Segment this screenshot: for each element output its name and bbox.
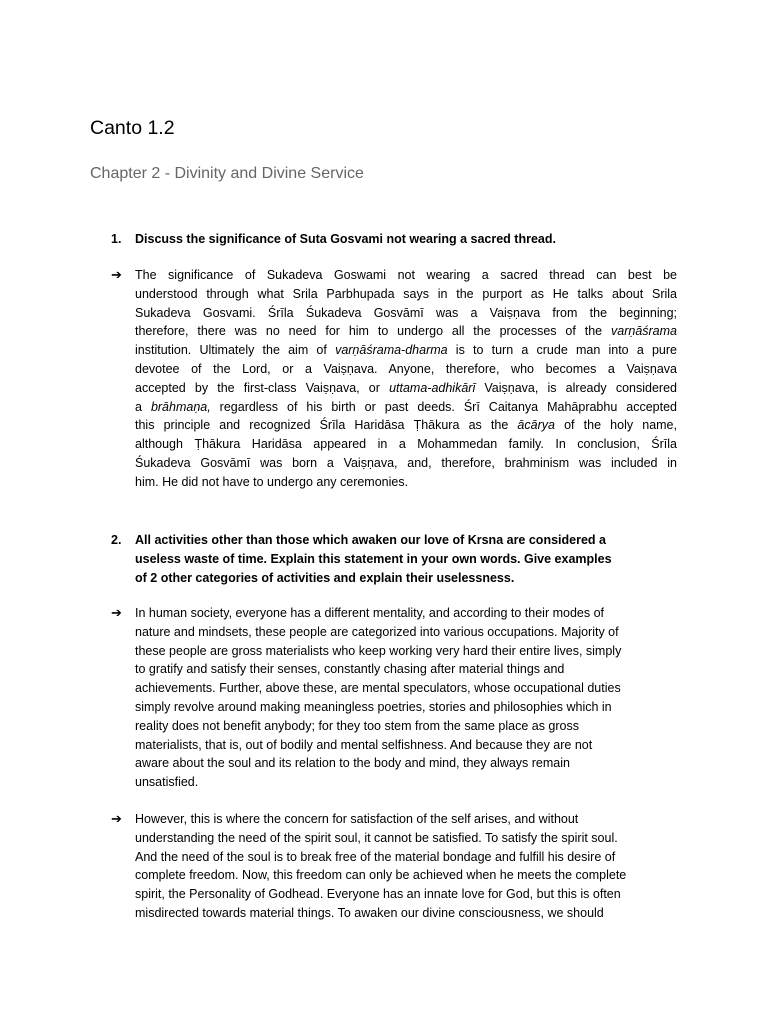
answer-2a-paragraph: [135, 604, 677, 792]
arrow-bullet-icon: ➔: [111, 267, 122, 282]
question-2-line: All activities other than those which awaken our love of Krsna are considered a: [135, 533, 606, 547]
arrow-bullet-icon: ➔: [111, 811, 122, 826]
question-2-line: of 2 other categories of activities and explain their uselessness.: [135, 570, 515, 585]
answer-2a-line: nature and mindsets, these people are categorized into various occupations. Majority of: [135, 624, 619, 639]
answer-2b-line: However, this is where the concern for satisfaction of the self arises, and without: [135, 812, 579, 826]
answer-1-line: Śukadeva Gosvāmī was born a Vaiṣṇava, and, therefore, brahminism was included in: [135, 455, 677, 470]
answer-2b-line: understanding the need of the spirit soul, it cannot be satisfied. To satisfy the spirit soul.: [135, 830, 618, 845]
answer-1-line: although Ṭhākura Haridāsa appeared in a Mohammedan family. In conclusion, Śrīla: [135, 437, 677, 452]
answer-2a-line: reality does not benefit anybody; for they too stem from the same place as gross: [135, 718, 579, 733]
answer-2a-line: In human society, everyone has a different mentality, and according to their modes of: [135, 606, 605, 620]
answer-1-line: Sukadeva Gosvami. Śrīla Śukadeva Gosvāmī was a Vaiṣṇava from the beginning;: [135, 305, 677, 320]
question-1-text: Discuss the significance of Suta Gosvami not wearing a sacred thread.: [135, 232, 556, 246]
answer-1-line: The significance of Sukadeva Goswami not wearing a sacred thread can best be: [135, 268, 677, 282]
answer-2b-line: And the need of the soul is to break free of the material bondage and fulfill his desire of: [135, 849, 616, 864]
question-2-number: 2.: [111, 533, 122, 547]
question-1-number: 1.: [111, 232, 122, 246]
answer-1-paragraph: [135, 266, 677, 492]
answer-2a-line: aware about the soul and its relation to the body and mind, they always remain: [135, 756, 570, 771]
answer-1-line: devotee of the Lord, or a Vaiṣṇava. Anyone, therefore, who becomes a Vaiṣṇava: [135, 361, 677, 376]
answer-1-line: understood through what Srila Parbhupada says in the purport as He talks about Srila: [135, 286, 677, 301]
answer-2a-line: simply revolve around making meaningless poetries, stories and philosophies which in: [135, 699, 612, 714]
arrow-bullet-icon: ➔: [111, 605, 122, 620]
answer-2b-line: misdirected towards material things. To awaken our divine consciousness, we should: [135, 905, 604, 920]
answer-2a-line: unsatisfied.: [135, 775, 199, 790]
chapter-subtitle: Chapter 2 - Divinity and Divine Service: [90, 165, 364, 182]
answer-2a-line: these people are gross materialists who keep working very hard their entire lives, simply: [135, 643, 622, 658]
answer-1-line: therefore, there was no need for him to undergo all the processes of the varṇāśrama: [135, 324, 677, 339]
page-title: Canto 1.2: [90, 117, 175, 139]
answer-2b-line: spirit, the Personality of Godhead. Everyone has an innate love for God, but this is often: [135, 887, 621, 902]
answer-2a-line: achievements. Further, above these, are mental speculators, whose occupational duties: [135, 681, 621, 696]
answer-2a-line: materialists, that is, out of bodily and mental selfishness. And because they are not: [135, 737, 593, 752]
answer-2b-paragraph: [135, 810, 677, 923]
question-2-line: useless waste of time. Explain this statement in your own words. Give examples: [135, 551, 612, 566]
answer-1-line: this principle and recognized Śrīla Haridāsa Ṭhākura as the ācārya of the holy name,: [135, 418, 677, 433]
answer-2a-line: to gratify and satisfy their senses, constantly chasing after material things and: [135, 662, 565, 677]
answer-2b-line: complete freedom. Now, this freedom can only be achieved when he meets the complete: [135, 868, 627, 883]
answer-1-line: a brāhmaṇa, regardless of his birth or past deeds. Śrī Caitanya Mahāprabhu accepted: [135, 399, 677, 414]
answer-1-line: institution. Ultimately the aim of varṇāśrama-dharma is to turn a crude man into a pure: [135, 343, 677, 358]
answer-1-line: accepted by the first-class Vaiṣṇava, or uttama-adhikārī Vaiṣṇava, is already considered: [135, 380, 677, 395]
question-2-text: [135, 531, 657, 587]
answer-1-line: him. He did not have to undergo any ceremonies.: [135, 474, 409, 489]
